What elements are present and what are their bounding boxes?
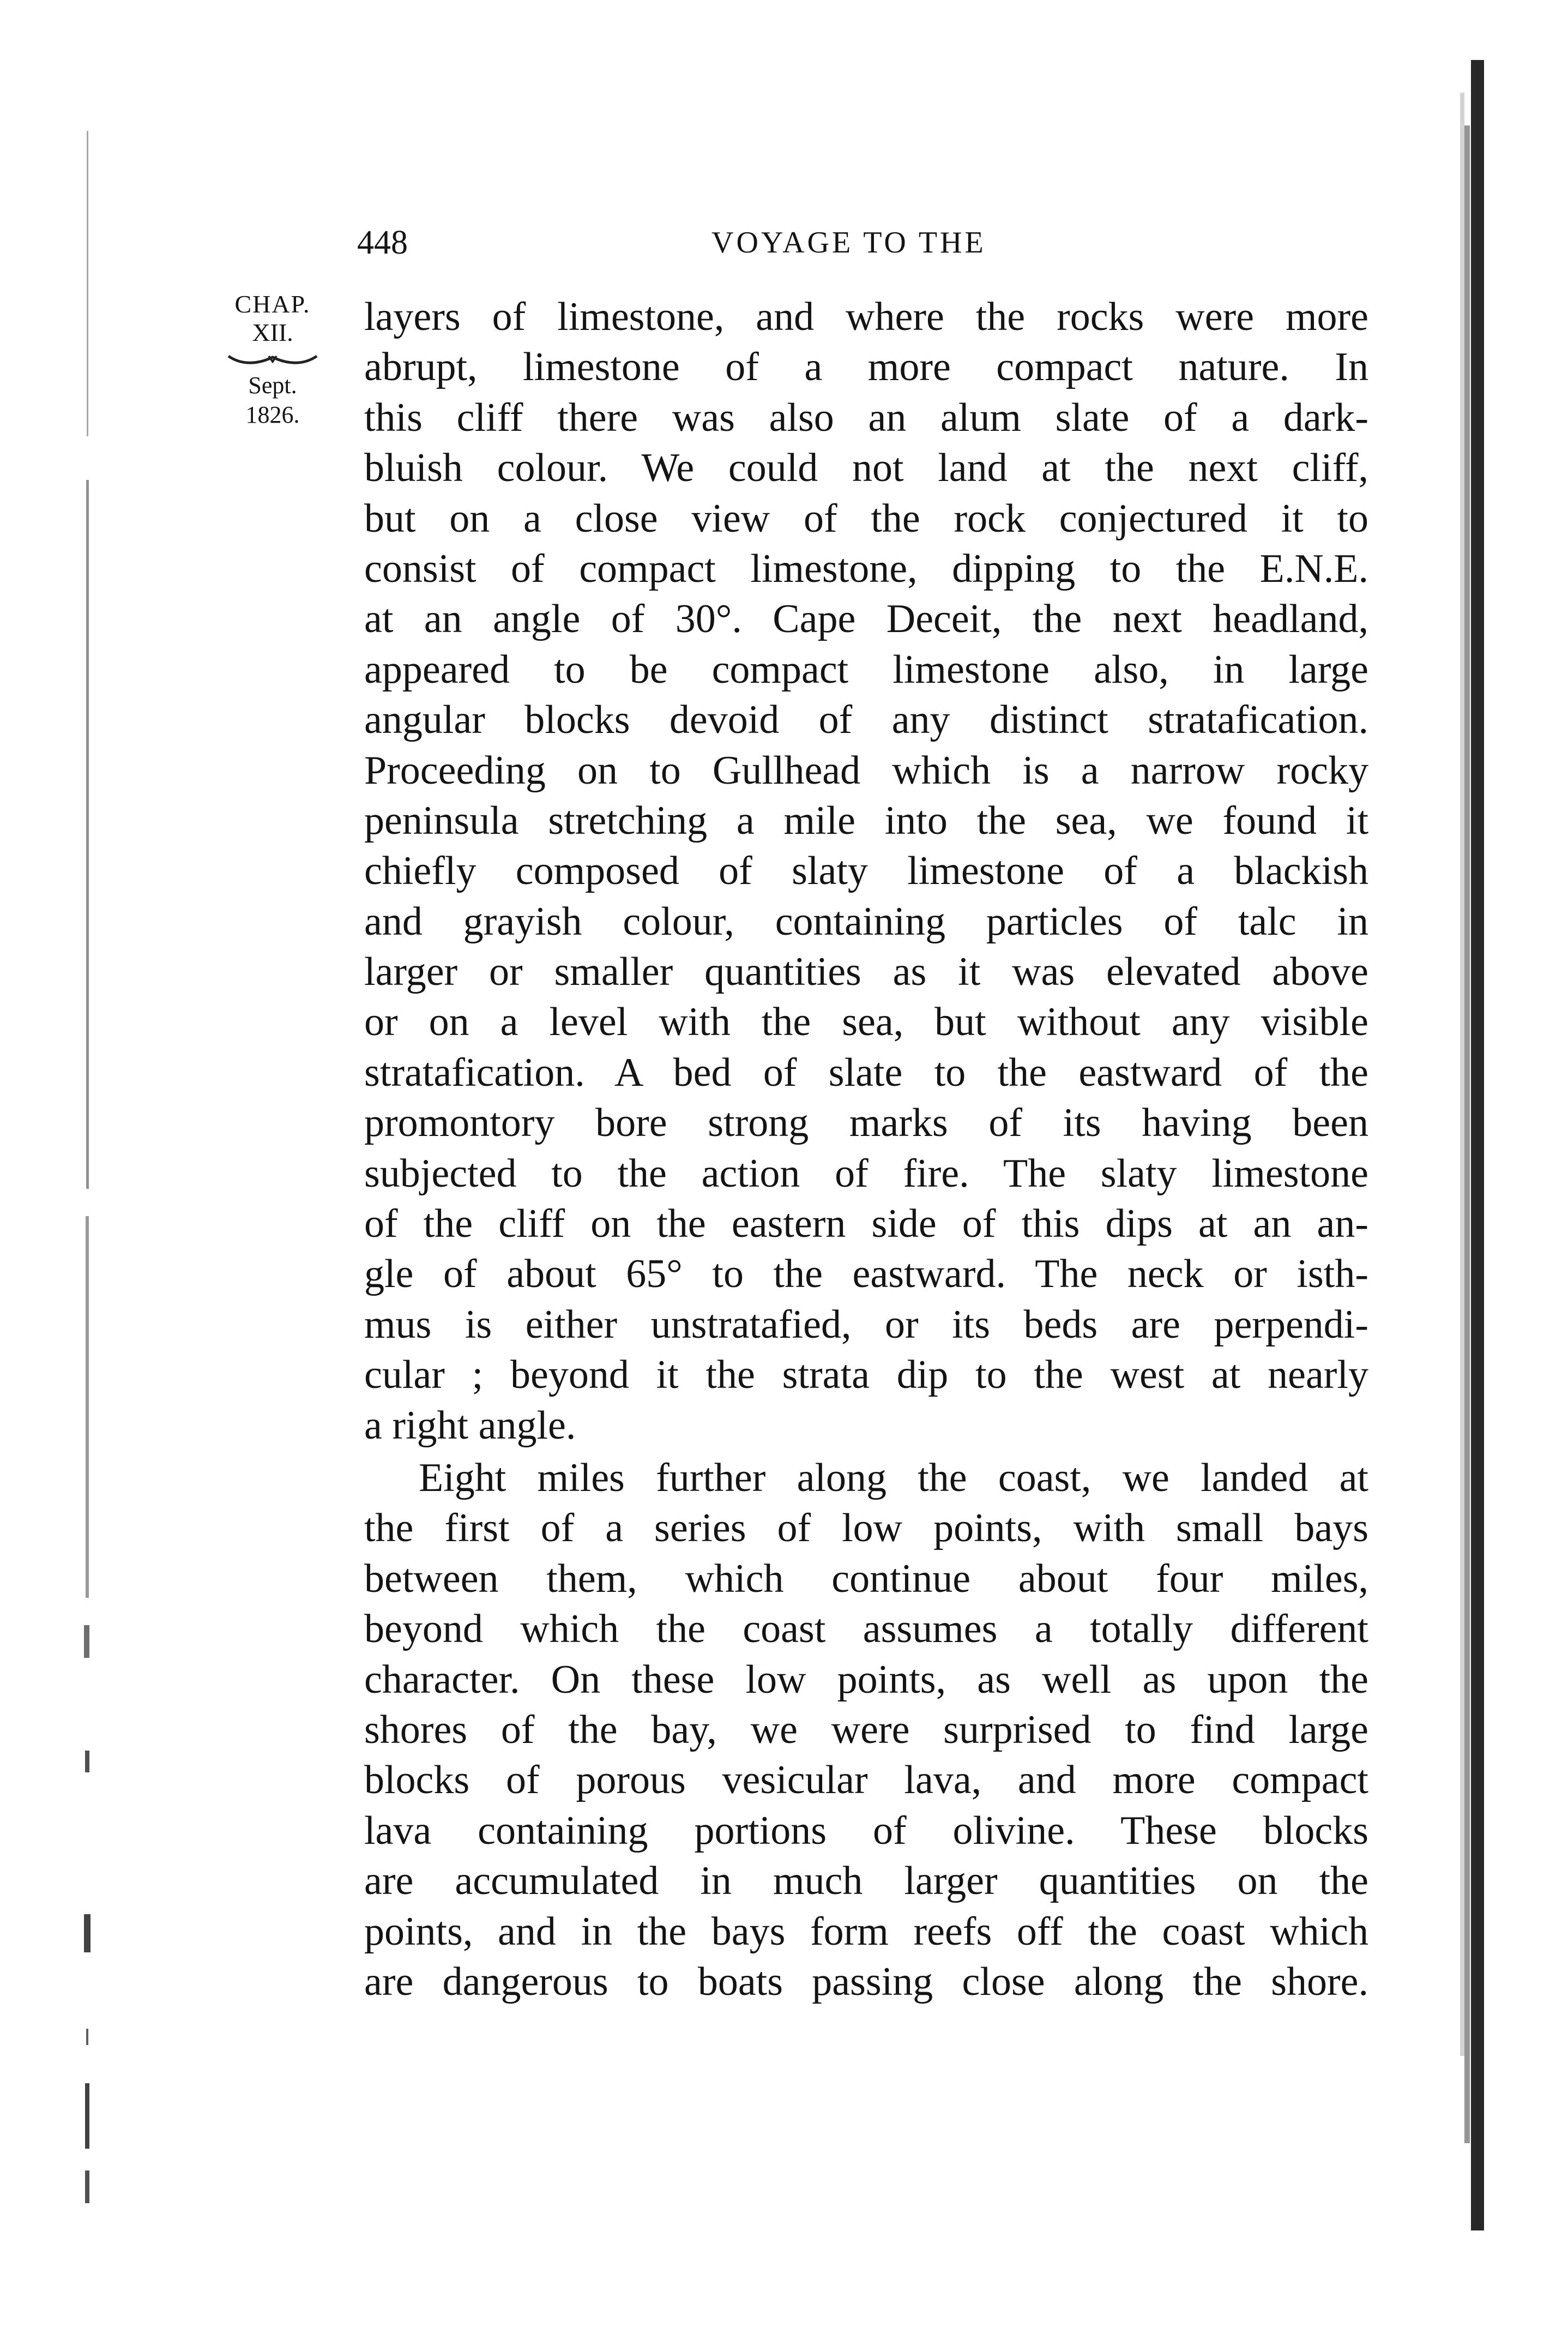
text-line: stratafication. A bed of slate to the eastward of the [364, 1050, 1368, 1095]
scan-left-edge [82, 98, 94, 2214]
chapter-number: XII. [252, 318, 293, 346]
text-line: appeared to be compact limestone also, in large [364, 647, 1368, 692]
text-line: larger or smaller quantities as it was elevated above [364, 949, 1368, 995]
chapter-label: CHAP. [234, 290, 311, 318]
paragraph [364, 292, 1368, 1451]
text-line: peninsula stretching a mile into the sea, we found it [364, 798, 1368, 843]
text-line: the first of a series of low points, with small bays [364, 1506, 1368, 1551]
paragraph [364, 1453, 1368, 2007]
text-line: and grayish colour, containing particles of talc in [364, 899, 1368, 944]
text-line: this cliff there was also an alum slate of a dark- [364, 395, 1368, 440]
text-line: shores of the bay, we were surprised to find large [364, 1707, 1368, 1752]
text-line: lava containing portions of olivine. These blocks [364, 1808, 1368, 1853]
text-line: cular ; beyond it the strata dip to the west at nearly [364, 1352, 1368, 1398]
text-line: character. On these low points, as well as upon the [364, 1657, 1368, 1702]
page-header [357, 213, 1382, 273]
text-line: mus is either unstratafied, or its beds are perpendi- [364, 1302, 1368, 1347]
text-line: promontory bore strong marks of its having been [364, 1101, 1368, 1146]
margin-month: Sept. [248, 372, 297, 399]
text-line: are dangerous to boats passing close along the shore. [364, 1959, 1368, 2004]
text-line: but on a close view of the rock conjectured it to [364, 496, 1368, 541]
margin-note [218, 292, 327, 427]
brace-ornament [226, 353, 319, 367]
text-line: angular blocks devoid of any distinct stratafication. [364, 698, 1368, 743]
text-line: of the cliff on the eastern side of this dips at an an- [364, 1201, 1368, 1247]
text-line: points, and in the bays form reefs off the coast which [364, 1909, 1368, 1954]
scan-right-edge [1455, 60, 1485, 2230]
text-line: at an angle of 30°. Cape Deceit, the next headland, [364, 597, 1368, 642]
text-line: are accumulated in much larger quantities on the [364, 1859, 1368, 1904]
body-text [364, 292, 1368, 2007]
running-head: VOYAGE TO THE [711, 226, 986, 260]
text-line: beyond which the coast assumes a totally different [364, 1607, 1368, 1652]
text-line: consist of compact limestone, dipping to the E.N.E. [364, 546, 1368, 591]
text-line: Proceeding on to Gullhead which is a narrow rocky [364, 748, 1368, 793]
text-line: gle of about 65° to the eastward. The neck or isth- [364, 1252, 1368, 1297]
text-line: subjected to the action of fire. The slaty limestone [364, 1151, 1368, 1196]
text-line: between them, which continue about four miles, [364, 1556, 1368, 1601]
text-line: a right angle. [364, 1403, 576, 1448]
text-line: blocks of porous vesicular lava, and more compact [364, 1758, 1368, 1803]
text-line: Eight miles further along the coast, we landed at [419, 1455, 1368, 1500]
margin-year: 1826. [245, 401, 300, 428]
text-line: or on a level with the sea, but without any visible [364, 1000, 1368, 1045]
text-line: chiefly composed of slaty limestone of a blackish [364, 849, 1368, 894]
text-line: layers of limestone, and where the rocks were more [364, 294, 1368, 339]
text-line: abrupt, limestone of a more compact nature. In [364, 345, 1368, 390]
text-line: bluish colour. We could not land at the next cliff, [364, 446, 1368, 491]
page-number: 448 [357, 224, 408, 261]
